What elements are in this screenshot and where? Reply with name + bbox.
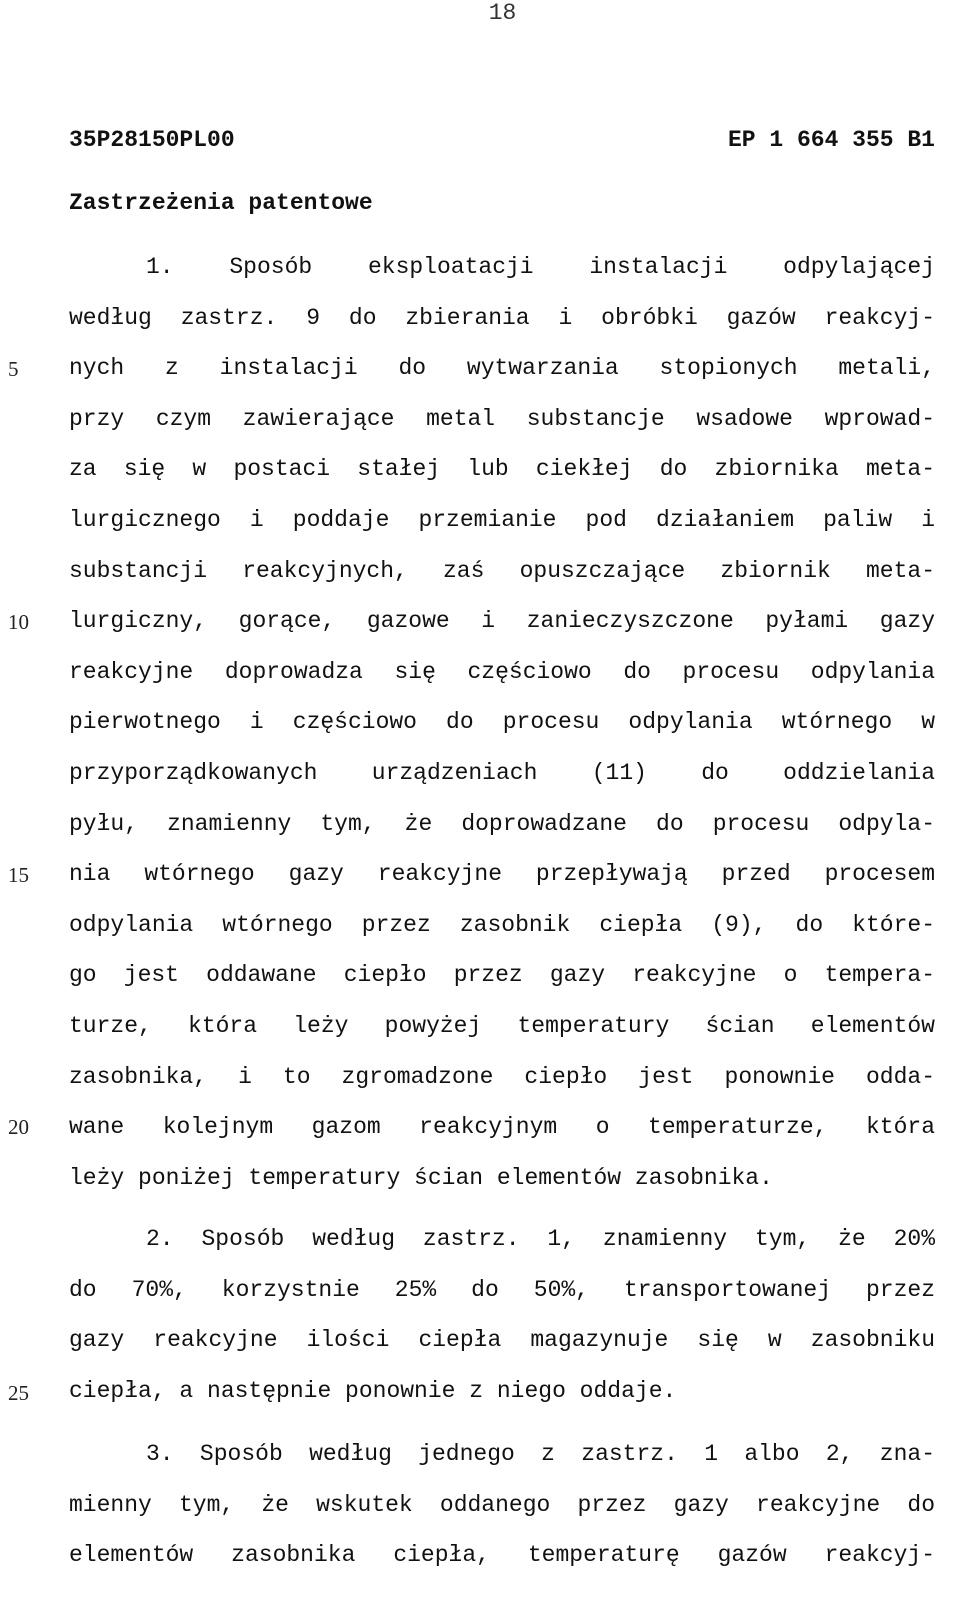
claim-line: reakcyjne doprowadza się częściowo do procesu odpylania: [69, 658, 935, 685]
margin-line-number: 25: [8, 1381, 29, 1405]
claim-line: zasobnika, i to zgromadzone ciepło jest ponownie odda-: [69, 1063, 935, 1090]
claim-line: go jest oddawane ciepło przez gazy reakcyjne o tempera-: [69, 962, 935, 989]
claim-line: 2. Sposób według zastrz. 1, znamienny tym, że 20%: [146, 1226, 935, 1252]
claim-line: turze, która leży powyżej temperatury ścian elementów: [69, 1012, 935, 1039]
margin-line-number: 10: [8, 610, 29, 634]
claim-line: za się w postaci stałej lub ciekłej do zbiornika meta-: [69, 456, 935, 483]
margin-line-number: 5: [8, 357, 19, 381]
claim-line: wane kolejnym gazom reakcyjnym o temperaturze, która: [69, 1114, 935, 1141]
claim-line: gazy reakcyjne ilości ciepła magazynuje się w zasobniku: [69, 1327, 935, 1354]
claim-line: lurgicznego i poddaje przemianie pod działaniem paliw i: [69, 506, 935, 533]
claim-line: mienny tym, że wskutek oddanego przez gazy reakcyjne do: [69, 1491, 935, 1518]
document-reference: 35P28150PL00: [69, 127, 235, 153]
patent-number: EP 1 664 355 B1: [727, 127, 935, 153]
claim-3: [69, 1429, 935, 1581]
margin-line-number: 15: [8, 863, 29, 887]
claim-line: 1. Sposób eksploatacji instalacji odpylającej: [146, 254, 935, 280]
claim-line: do 70%, korzystnie 25% do 50%, transportowanej przez: [69, 1276, 935, 1303]
claim-line: pierwotnego i częściowo do procesu odpylania wtórnego w: [69, 709, 935, 736]
claim-line: odpylania wtórnego przez zasobnik ciepła (9), do które-: [69, 911, 935, 938]
claim-line: nia wtórnego gazy reakcyjne przepływają przed procesem: [69, 861, 935, 888]
claim-line: przy czym zawierające metal substancje wsadowe wprowad-: [69, 405, 935, 432]
claim-line: leży poniżej temperatury ścian elementów zasobnika.: [69, 1164, 773, 1191]
claim-line: lurgiczny, gorące, gazowe i zanieczyszczone pyłami gazy: [69, 608, 935, 635]
claim-line: ciepła, a następnie ponownie z niego oddaje.: [69, 1377, 677, 1404]
margin-line-number: 20: [8, 1115, 29, 1139]
page-number: 18: [488, 0, 517, 26]
claim-line: przyporządkowanych urządzeniach (11) do oddzielania: [69, 759, 935, 786]
claim-1: [69, 242, 935, 1203]
claim-line: 3. Sposób według jednego z zastrz. 1 albo 2, zna-: [146, 1441, 935, 1467]
section-title: Zastrzeżenia patentowe: [69, 190, 373, 216]
claim-2: [69, 1214, 935, 1416]
claim-line: według zastrz. 9 do zbierania i obróbki gazów reakcyj-: [69, 304, 935, 331]
claim-line: nych z instalacji do wytwarzania stopionych metali,: [69, 355, 935, 382]
claim-line: elementów zasobnika ciepła, temperaturę gazów reakcyj-: [69, 1542, 935, 1569]
claim-line: pyłu, znamienny tym, że doprowadzane do procesu odpyla-: [69, 810, 935, 837]
claim-line: substancji reakcyjnych, zaś opuszczające zbiornik meta-: [69, 557, 935, 584]
